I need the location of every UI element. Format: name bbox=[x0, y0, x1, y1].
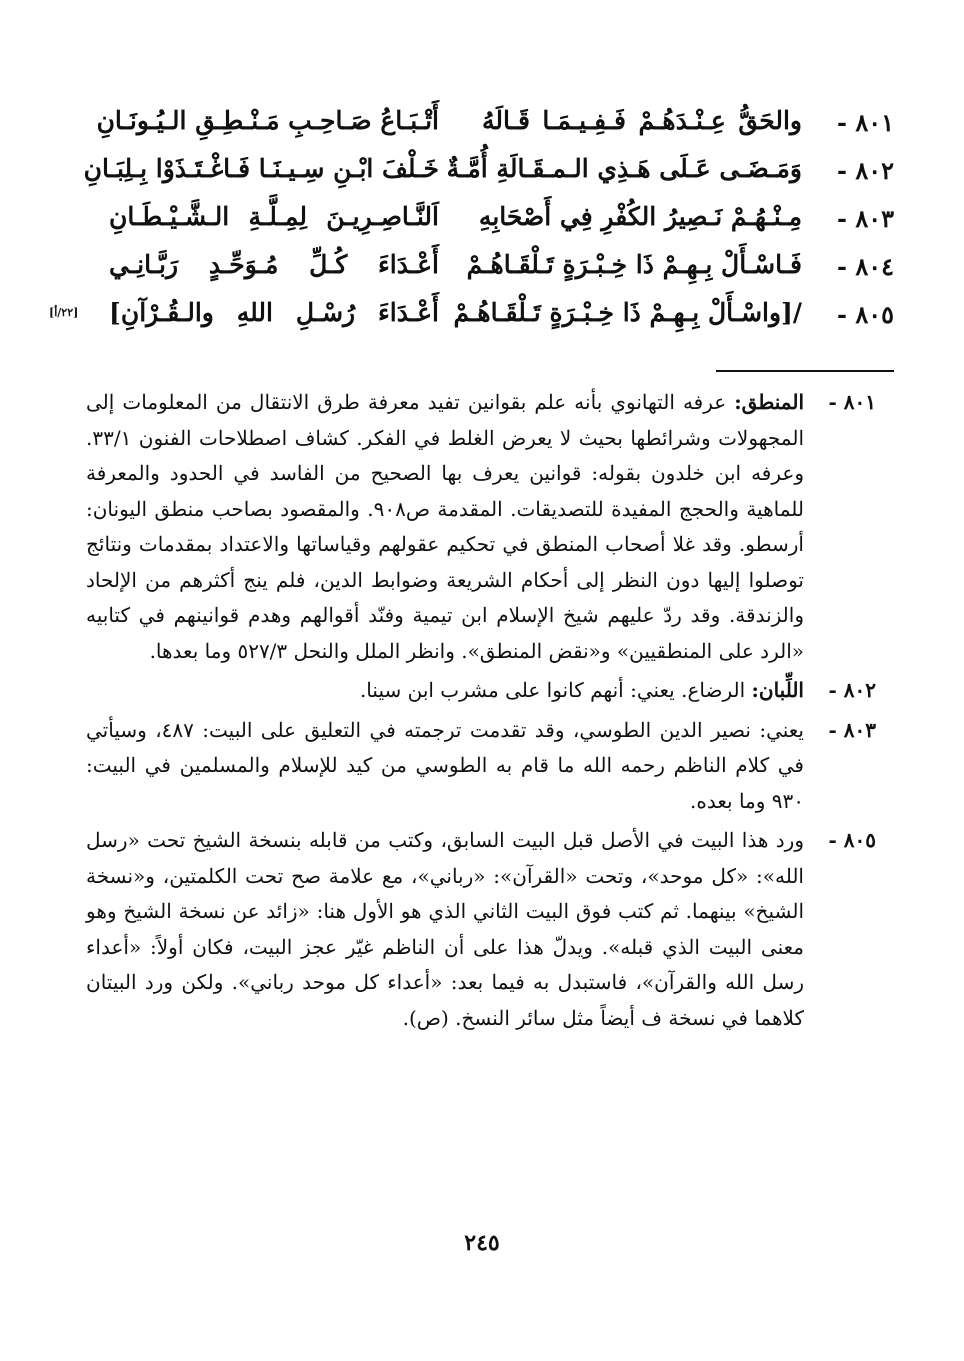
footnote-body bbox=[86, 823, 804, 1036]
page-number: ٢٤٥ bbox=[464, 1230, 500, 1256]
footnote-separator bbox=[716, 370, 894, 372]
verse-first-hemistich: مِـنْـهُـمْ نَـصِيرُ الكُفْرِ فِي أَصْحَابِهِ bbox=[478, 202, 802, 231]
verse-second-hemistich: أَتْـبَـاعُ صَـاحِـبِ مَـنْـطِـقِ الـيُـونَـانِ bbox=[96, 106, 439, 135]
footnote-number: ٨٠٣ - bbox=[828, 717, 876, 742]
footnote bbox=[86, 385, 876, 669]
footnote-term: المنطق: bbox=[734, 390, 804, 414]
footnote-text: يعني: نصير الدين الطوسي، وقد تقدمت ترجمته في التعليق على البيت: ٤٨٧، وسيأتي في كلام الناظم رحمه الله ما قام به الطوسي من كيد للإسلام والمسلمين في البيت: ٩٣٠ وما بعده. bbox=[86, 717, 805, 813]
verse-second-hemistich: اَلنَّـاصِـرِيـنَ لِمِـلَّـةِ الـشَّـيْـطَـانِ bbox=[109, 202, 439, 231]
verse-first-hemistich: والحَقُّ عِـنْـدَهُـمْ فَـفِـيـمَـا قَـالَهُ bbox=[482, 106, 802, 135]
footnote bbox=[86, 823, 876, 1036]
verse-second-hemistich: أَعْـدَاءَ كُـلِّ مُـوَحِّـدٍ رَبَّـانِـي bbox=[109, 250, 439, 279]
footnote-term: اللِّبان: bbox=[751, 678, 804, 702]
verse-line bbox=[49, 100, 894, 148]
manuscript-folio-reference: [٢٢/أ] bbox=[49, 306, 79, 319]
verse-first-hemistich: /[واسْـأَلْ بِـهِـمْ ذَا خِـبْـرَةٍ تَـلْقَـاهُـمْ bbox=[453, 298, 802, 327]
footnote-body bbox=[86, 385, 804, 669]
footnote-number: ٨٠٢ - bbox=[828, 678, 876, 702]
verse-line bbox=[49, 148, 894, 196]
verse-number: ٨٠١ - bbox=[837, 108, 894, 137]
footnote-text: الرضاع. يعني: أنهم كانوا على مشرب ابن سينا. bbox=[359, 678, 752, 702]
footnotes-block bbox=[86, 385, 876, 1040]
footnote-body bbox=[86, 673, 804, 709]
verse-number: ٨٠٥ - bbox=[837, 300, 894, 329]
verse-first-hemistich: فَـاسْـأَلْ بِـهِـمْ ذَا خِـبْـرَةٍ تَـلْقَـاهُـمْ bbox=[466, 250, 802, 279]
footnote bbox=[86, 713, 876, 820]
footnote-number: ٨٠٥ - bbox=[828, 828, 876, 852]
verse-number: ٨٠٤ - bbox=[837, 252, 894, 281]
verse-number: ٨٠٣ - bbox=[837, 204, 894, 233]
verse-first-hemistich: وَمَـضَـى عَـلَى هَـذِي الـمـقَـالَةِ أُمَّـةٌ bbox=[446, 154, 802, 183]
verse-line bbox=[49, 196, 894, 244]
footnote-text: عرفه التهانوي بأنه علم بقوانين تفيد معرفة طرق الانتقال من المعلومات إلى المجهولات وشرائطها بحيث لا يعرض الغلط في الفكر. كشاف اصطلاحات الفنون ٣٣/١. وعرفه ابن خلدون بقوله: قوانين يعرف بها الصحيح من الفاسد في الحدود والمعرفة للماهية والحجج المفيدة للتصديقات. المقدمة ص٩٠٨. والمقصود بصاحب منطق اليونان: أرسطو. وقد غلا أصحاب المنطق في تحكيم عقولهم وقياساتها والاعتداد بمقدمات ونتائج توصلوا إليها دون النظر إلى أحكام الشريعة وضوابط الدين، فلم ينج أكثرهم من الإلحاد والزندقة. وقد ردّ عليهم شيخ الإسلام ابن تيمية وفنّد أقوالهم وهدم قوانينهم في كتابيه «الرد على المنطقيين» و«نقض المنطق». وانظر الملل والنحل ٥٢٧/٣ وما بعدها. bbox=[86, 390, 804, 663]
footnote-text: ورد هذا البيت في الأصل قبل البيت السابق، وكتب من قابله بنسخة الشيخ تحت «رسل الله»: «كل موحد»، وتحت «القرآن»: «رباني»، مع علامة صح تحت الكلمتين، و«نسخة الشيخ» بينهما. ثم كتب فوق البيت الثاني الذي هو الأول هنا: «زائد عن نسخة الشيخ وهو معنى البيت الذي قبله». ويدلّ هذا على أن الناظم غيّر عجز البيت، فكان أولاً: «أعداء رسل الله والقرآن»، فاستبدل به فيما بعد: «أعداء كل موحد رباني». ولكن ورد البيتان كلاهما في نسخة ف أيضاً مثل سائر النسخ. (ص). bbox=[86, 828, 804, 1030]
verse-number: ٨٠٢ - bbox=[837, 156, 894, 185]
verses-block bbox=[49, 100, 894, 340]
verse-second-hemistich: أَعْـدَاءَ رُسْـلِ اللهِ والـقُـرْآنِ] bbox=[109, 298, 439, 327]
footnote-number: ٨٠١ - bbox=[828, 390, 876, 414]
footnote-body bbox=[86, 713, 804, 820]
footnote bbox=[86, 673, 876, 709]
verse-line bbox=[49, 292, 894, 340]
verse-line bbox=[49, 244, 894, 292]
verse-second-hemistich: خَـلْفَ ابْـنِ سِـيـنَـا فَـاغْـتَـذَوْا بِـلِبَـانِ bbox=[83, 154, 439, 183]
